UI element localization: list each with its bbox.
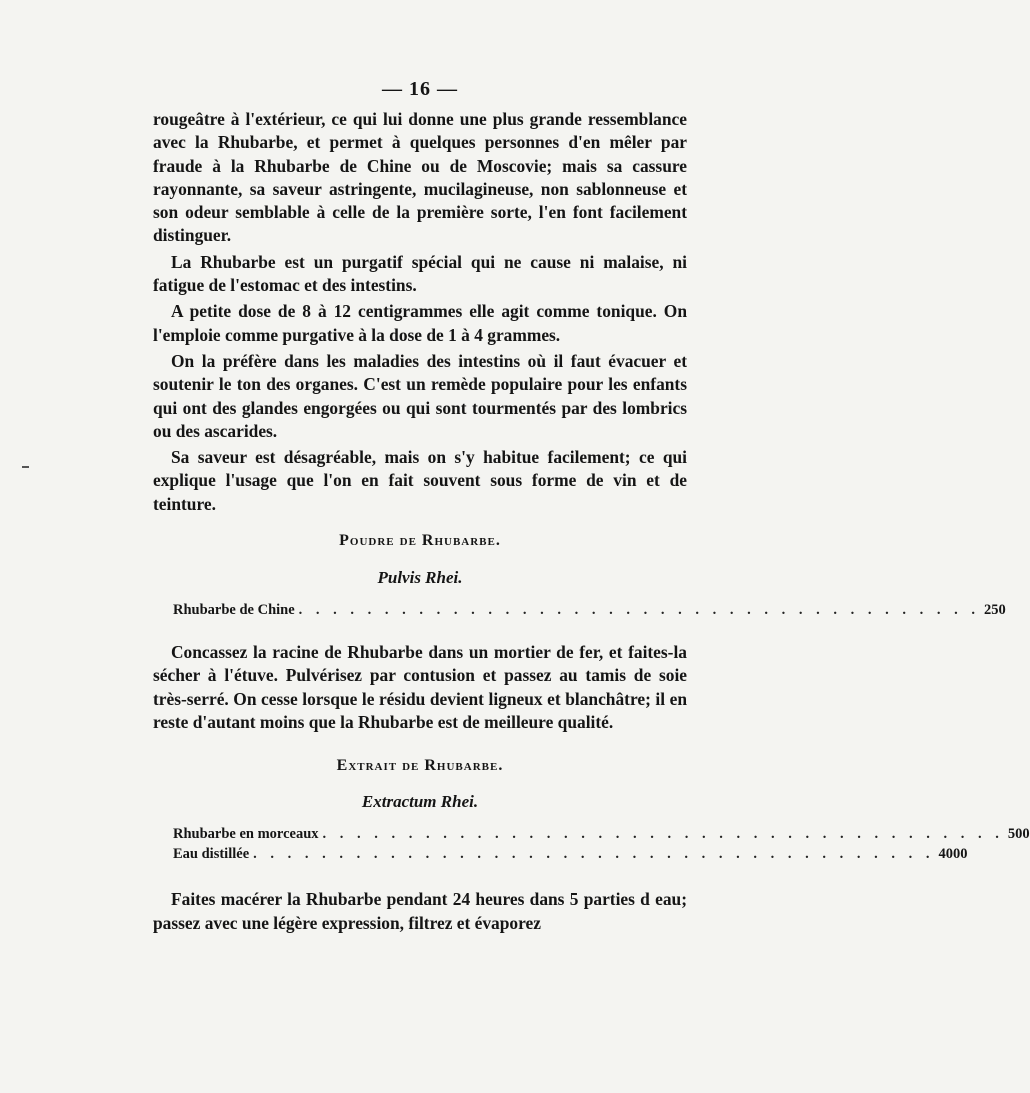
ingredient-quantity: 4000 bbox=[938, 846, 968, 863]
paragraph-4: On la préfère dans les maladies des intestins où il faut évacuer et soutenir le ton des organes. C'est un remède populaire pour les enfants qui ont des glandes engorgées ou qui sont tourmentés par des lombrics ou des ascarides. bbox=[153, 350, 687, 441]
dot-leader: . . . . . . . . . . . . . . . . . . . . . . . . . . . . . . . . . . . . . . . . bbox=[298, 602, 981, 619]
section-heading-extrait bbox=[153, 757, 687, 775]
dot-leader: . . . . . . . . . . . . . . . . . . . . . . . . . . . . . . . . . . . . . . . . bbox=[322, 826, 1004, 843]
margin-mark bbox=[22, 466, 29, 468]
page-number: — 16 — bbox=[382, 78, 458, 100]
ingredient-quantity: 500 bbox=[1007, 826, 1030, 843]
section-heading-text: Poudre de Rhubarbe. bbox=[339, 532, 501, 550]
latin-title-extractum: Extractum Rhei. bbox=[361, 792, 479, 812]
ingredient-name: Eau distillée bbox=[173, 846, 250, 863]
recipe-row bbox=[153, 826, 1030, 846]
latin-title-pulvis: Pulvis Rhei. bbox=[377, 568, 463, 588]
section-heading-text: Extrait de Rhubarbe. bbox=[336, 757, 504, 775]
ingredient-name: Rhubarbe de Chine bbox=[173, 602, 295, 619]
ingredient-name: Rhubarbe en morceaux bbox=[173, 826, 319, 843]
paragraph-1: rougeâtre à l'extérieur, ce qui lui donne une plus grande ressemblance avec la Rhubarbe, et permet à quelques personnes d'en mêler par fraude à la Rhubarbe de Chine ou de Moscovie; mais sa cassure rayonnante, sa saveur astringente, mucilagineuse, non sablonneuse et son odeur semblable à celle de la première sorte, l'en font facilement distinguer. bbox=[153, 109, 687, 246]
ingredient-quantity: 250 bbox=[984, 602, 1006, 619]
recipe-list-extrait bbox=[153, 826, 1030, 866]
recipe-row bbox=[153, 602, 1006, 622]
dot-leader: . . . . . . . . . . . . . . . . . . . . . . . . . . . . . . . . . . . . . . . . bbox=[253, 846, 935, 863]
paragraph-extrait-method: Faites macérer la Rhubarbe pendant 24 heures dans 5 parties d eau; passez avec une légère expression, filtrez et évaporez bbox=[153, 889, 687, 933]
paragraph-5: Sa saveur est désagréable, mais on s'y habitue facilement; ce qui explique l'usage que l'on en fait souvent sous forme de vin et de teinture. bbox=[153, 447, 687, 514]
recipe-row bbox=[153, 846, 968, 866]
paragraph-3: A petite dose de 8 à 12 centigrammes elle agit comme tonique. On l'emploie comme purgative à la dose de 1 à 4 grammes. bbox=[153, 301, 687, 345]
book-page bbox=[153, 78, 1030, 935]
paragraph-poudre-method: Concassez la racine de Rhubarbe dans un mortier de fer, et faites-la sécher à l'étuve. Pulvérisez par contusion et passez au tamis de soie très-serré. On cesse lorsque le résidu devient ligneux et blanchâtre; il en reste d'autant moins que la Rhubarbe est de meilleure qualité. bbox=[153, 642, 687, 732]
paragraph-2: La Rhubarbe est un purgatif spécial qui ne cause ni malaise, ni fatigue de l'estomac et des intestins. bbox=[153, 251, 687, 296]
recipe-list-poudre bbox=[153, 602, 1006, 622]
section-heading-poudre bbox=[153, 532, 687, 550]
